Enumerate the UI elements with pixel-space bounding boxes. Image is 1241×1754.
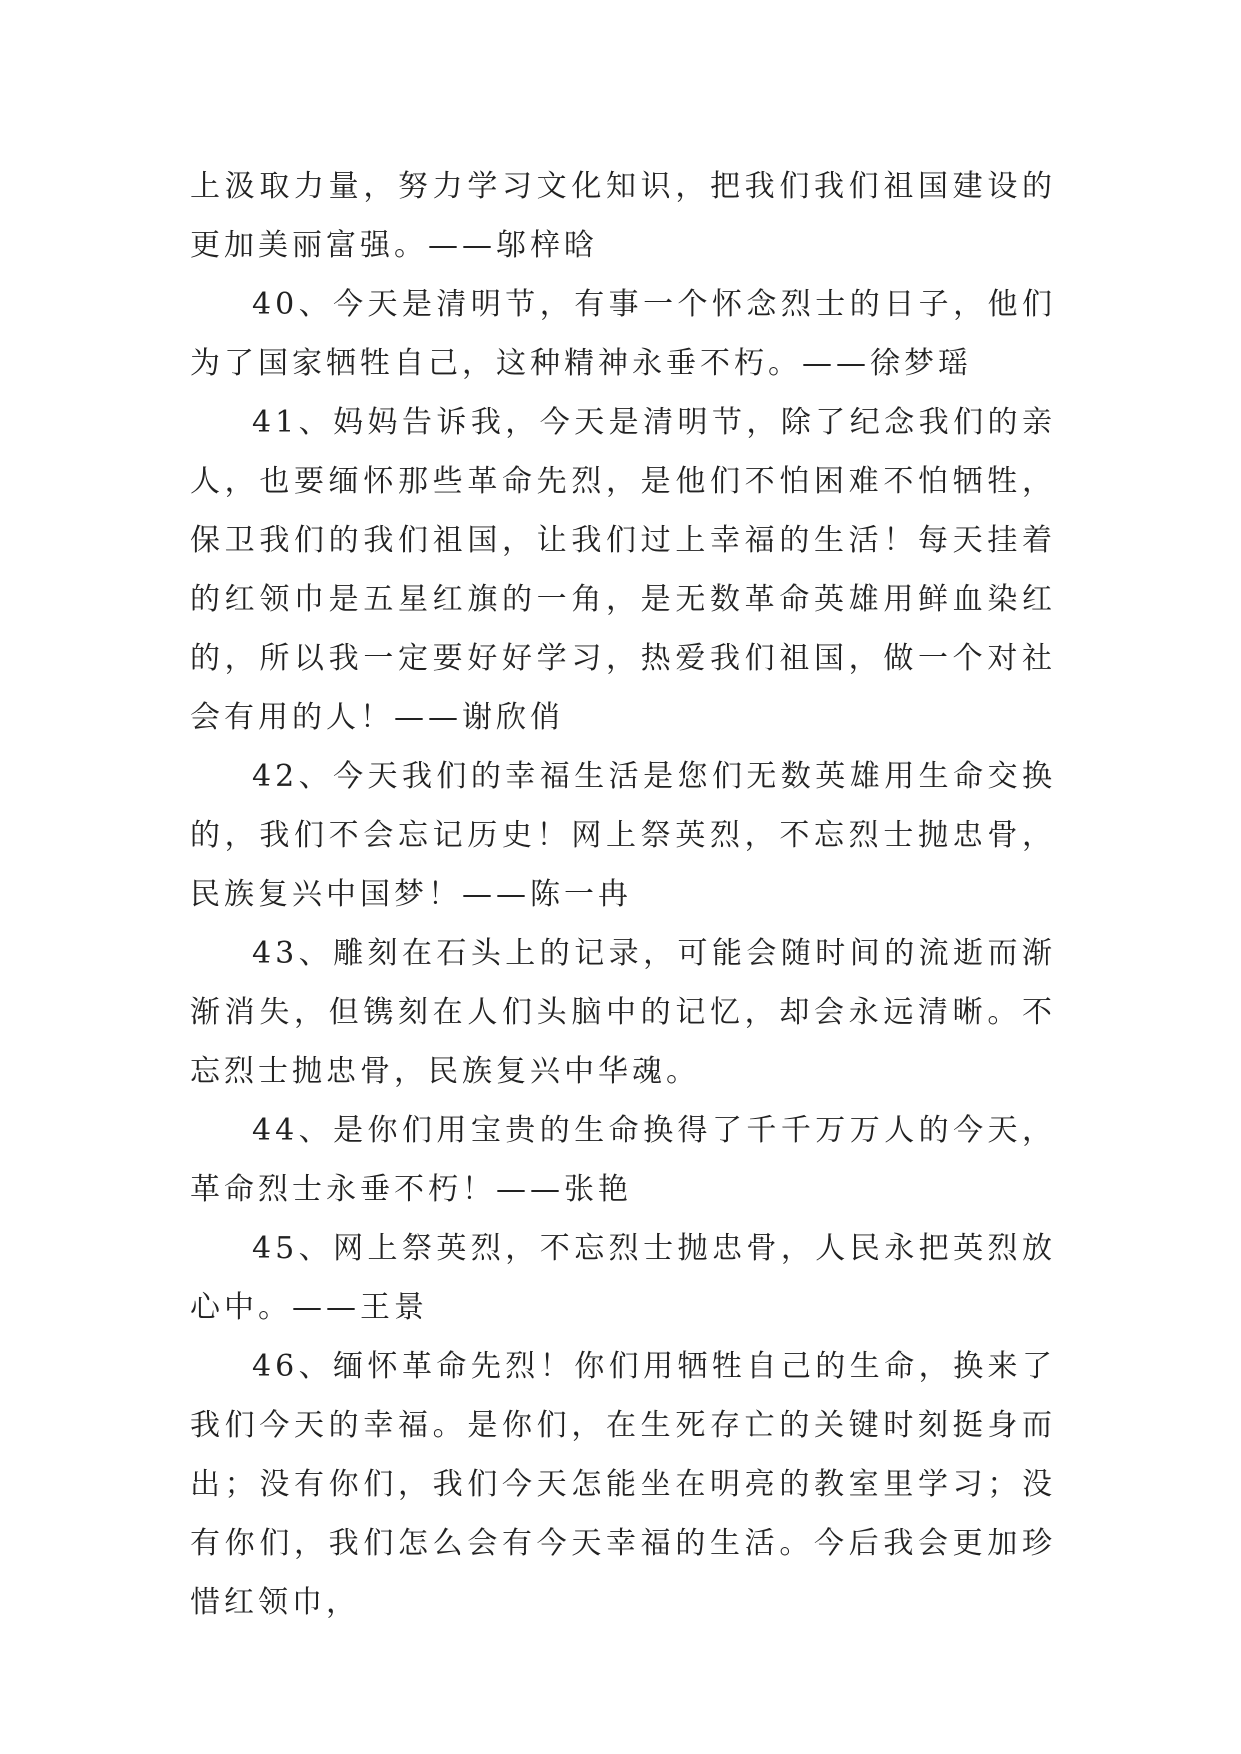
- paragraph-42: 42、今天我们的幸福生活是您们无数英雄用生命交换的，我们不会忘记历史！网上祭英烈，不忘烈士抛忠骨，民族复兴中国梦！——陈一冉: [190, 759, 1056, 912]
- paragraph-43: 43、雕刻在石头上的记录，可能会随时间的流逝而渐渐消失，但镌刻在人们头脑中的记忆，却会永远清晰。不忘烈士抛忠骨，民族复兴中华魂。: [190, 936, 1056, 1089]
- paragraph-continuation: 上汲取力量，努力学习文化知识，把我们我们祖国建设的更加美丽富强。——邬梓晗: [190, 169, 1056, 263]
- paragraph-45: 45、网上祭英烈，不忘烈士抛忠骨，人民永把英烈放心中。——王景: [190, 1231, 1056, 1325]
- paragraph-46: 46、缅怀革命先烈！你们用牺牲自己的生命，换来了我们今天的幸福。是你们，在生死存亡的关键时刻挺身而出；没有你们，我们今天怎能坐在明亮的教室里学习；没有你们，我们怎么会有今天幸福的生活。今后我会更加珍惜红领巾，: [190, 1349, 1056, 1620]
- paragraph-40: 40、今天是清明节，有事一个怀念烈士的日子，他们为了国家牺牲自己，这种精神永垂不朽。——徐梦瑶: [190, 287, 1056, 381]
- paragraph-44: 44、是你们用宝贵的生命换得了千千万万人的今天，革命烈士永垂不朽！——张艳: [190, 1113, 1056, 1207]
- paragraph-41: 41、妈妈告诉我，今天是清明节，除了纪念我们的亲人，也要缅怀那些革命先烈，是他们不怕困难不怕牺牲，保卫我们的我们祖国，让我们过上幸福的生活！每天挂着的红领巾是五星红旗的一角，是无数革命英雄用鲜血染红的，所以我一定要好好学习，热爱我们祖国，做一个对社会有用的人！——谢欣俏: [190, 405, 1056, 735]
- document-body: [190, 157, 1056, 1632]
